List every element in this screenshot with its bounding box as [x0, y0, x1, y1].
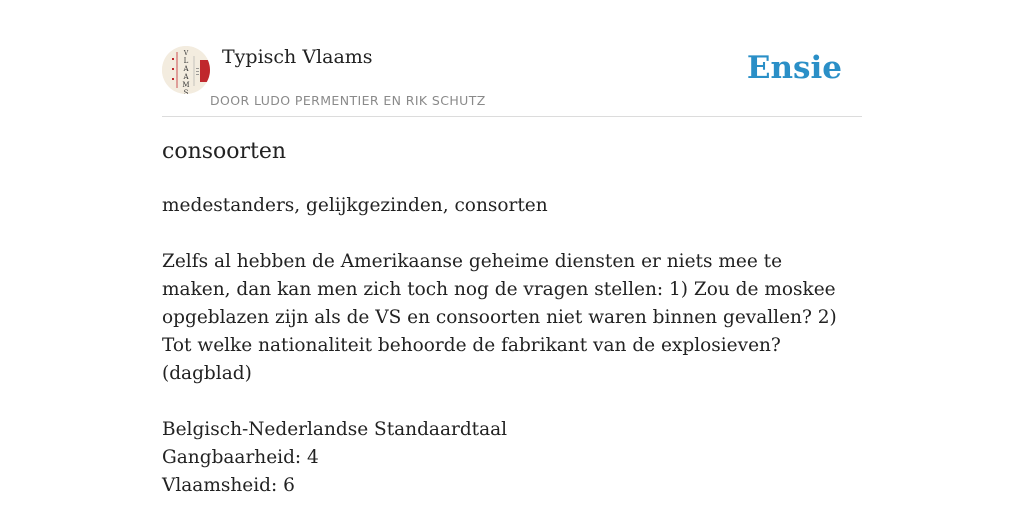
entry-source: (dagblad)	[162, 363, 252, 384]
entry-register: Belgisch-Nederlandse Standaardtaal	[162, 419, 508, 440]
ensie-brand-logo[interactable]: Ensie	[746, 50, 842, 86]
entry-definition: medestanders, gelijkgezinden, consorten	[162, 195, 548, 216]
dictionary-title[interactable]: Typisch Vlaams	[222, 46, 373, 68]
logo-letter: A	[183, 73, 189, 81]
logo-letter: V	[183, 50, 189, 57]
entry-gangbaarheid: Gangbaarheid: 4	[162, 447, 319, 468]
entry-vlaamsheid: Vlaamsheid: 6	[162, 475, 295, 496]
book-cover-icon	[162, 46, 210, 94]
dictionary-logo[interactable]	[162, 46, 210, 94]
logo-letter: A	[183, 65, 189, 73]
logo-letter: L	[183, 57, 189, 65]
entry-headword: consoorten	[162, 139, 287, 164]
spacer	[162, 220, 852, 248]
spacer	[162, 388, 852, 416]
entry-example: Zelfs al hebben de Amerikaanse geheime diensten er niets mee te maken, dan kan men zich toch nog de vragen stellen: 1) Zou de moskee opgeblazen zijn als de VS en consoorten niet waren binnen gevallen? 2) Tot welke nationaliteit behoorde de fabrikant van de explosieven?	[162, 251, 837, 356]
dictionary-header	[162, 44, 862, 117]
logo-letter: M	[182, 81, 190, 89]
entry-content	[162, 192, 852, 500]
dictionary-authors: DOOR LUDO PERMENTIER EN RIK SCHUTZ	[210, 93, 486, 108]
logo-letter: S	[183, 89, 189, 94]
